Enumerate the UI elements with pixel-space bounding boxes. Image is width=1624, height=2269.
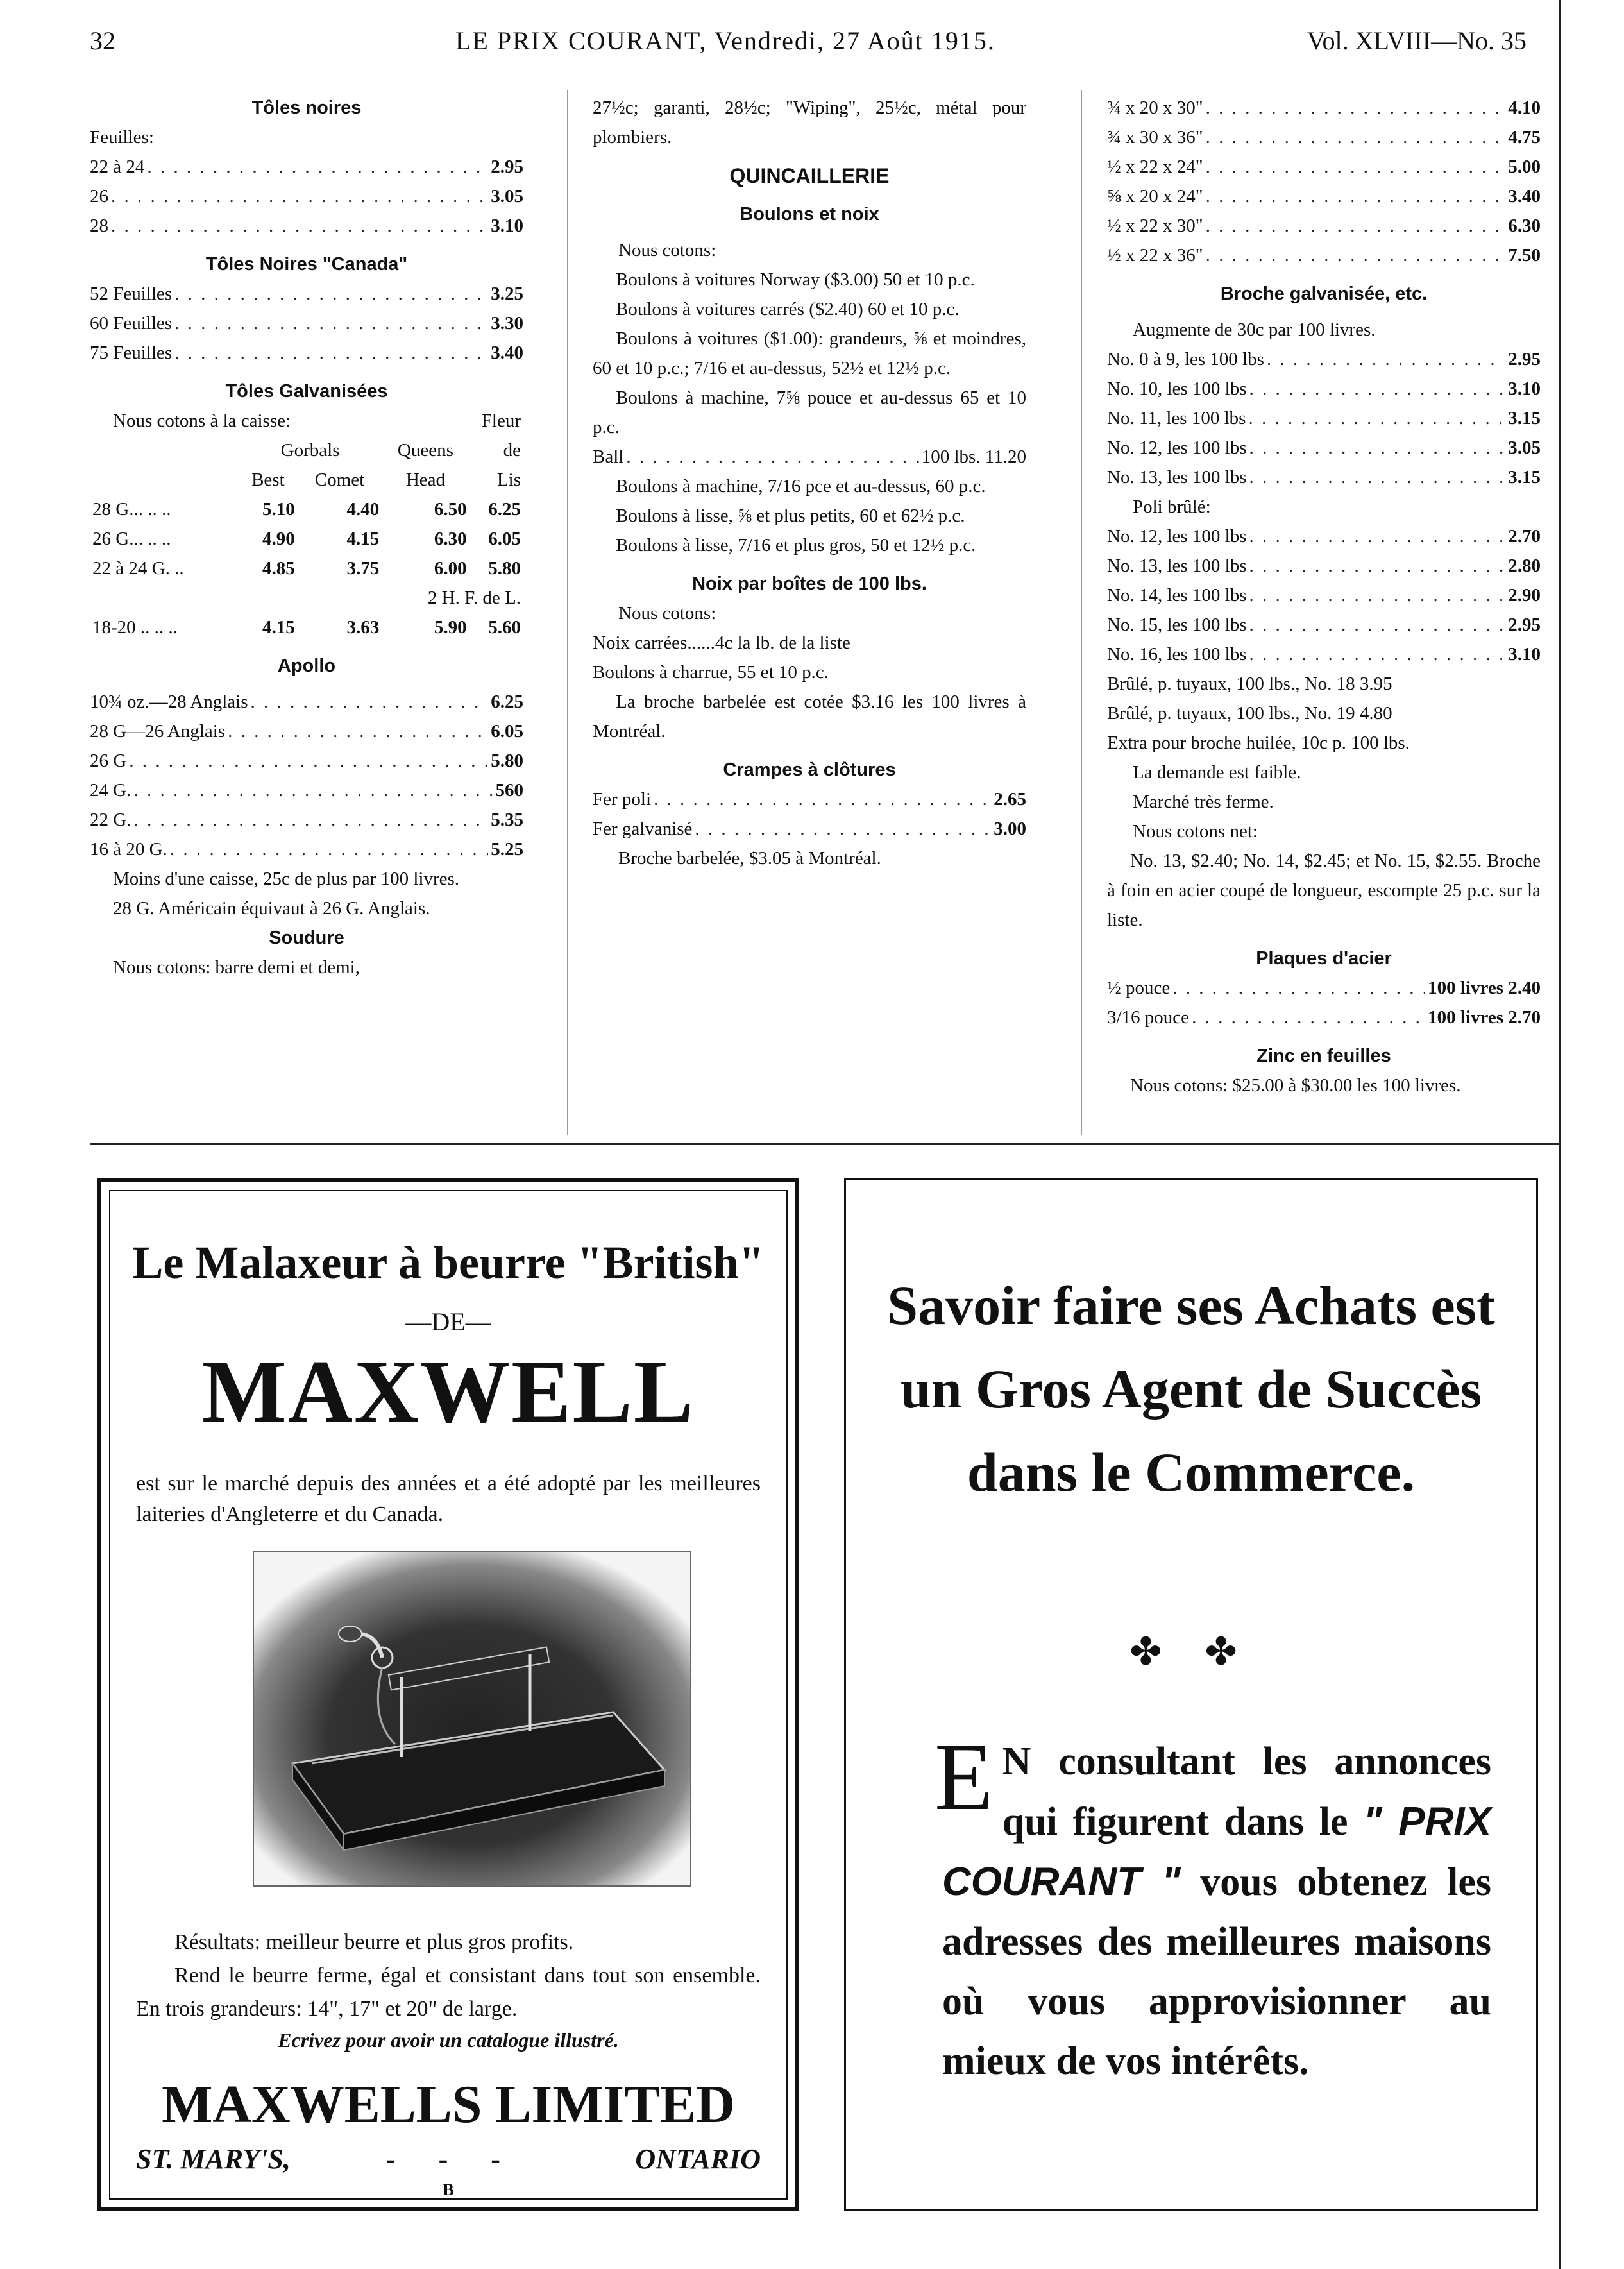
- ad-inner-border: [109, 1190, 788, 2200]
- galvanized-price-table: [90, 406, 523, 642]
- drop-cap: E: [935, 1724, 994, 1830]
- price-row: 16 à 20 G. . . . 5.25: [90, 835, 523, 864]
- price-row: No. 14, les 100 lbs . . . 2.90: [1107, 581, 1541, 610]
- ad-results: Résultats: meilleur beurre et plus gros profits.: [174, 1930, 574, 1954]
- price-row: 3/16 pouce . . . 100 livres 2.70: [1107, 1003, 1541, 1032]
- ad-province: ONTARIO: [635, 2143, 761, 2175]
- body-text: La demande est faible.: [1133, 762, 1301, 783]
- price-row: ¾ x 20 x 30" . . . 4.10: [1107, 93, 1541, 123]
- price-row: 22 à 24 . . . 2.95: [90, 152, 523, 182]
- running-head: [90, 26, 1527, 64]
- section-heading: Broche galvanisée, etc.: [1220, 284, 1428, 304]
- price-row: ½ x 22 x 24" . . . 5.00: [1107, 152, 1541, 182]
- section-heading: QUINCAILLERIE: [729, 164, 890, 187]
- column-heading: 2 H. F. de L.: [427, 588, 521, 608]
- column-heading: Comet: [314, 470, 365, 490]
- section-divider-rule: [90, 1143, 1559, 1145]
- body-text: Broche barbelée, $3.05 à Montréal.: [618, 848, 881, 869]
- price-row: 28 . . . 3.10: [90, 211, 523, 241]
- price-row: ¾ x 30 x 36" . . . 4.75: [1107, 123, 1541, 152]
- price-row: No. 13, les 100 lbs . . . 2.80: [1107, 551, 1541, 581]
- section-heading: Soudure: [269, 928, 344, 948]
- right-margin-rule: [1559, 0, 1561, 2269]
- column-heading: Head: [405, 470, 445, 490]
- column-3: [1107, 93, 1541, 1100]
- note-text: 28 G. Américain équivaut à 26 G. Anglais.: [113, 898, 430, 919]
- list-item: Boulons à lisse, 7/16 et plus gros, 50 et 12½ p.c.: [616, 535, 976, 556]
- price-row: 24 G. . . . 560: [90, 776, 523, 805]
- maxwell-advertisement: [97, 1178, 799, 2211]
- ad-title: Le Malaxeur à beurre "British": [132, 1237, 765, 1288]
- section-heading: Tôles Galvanisées: [225, 381, 388, 402]
- price-row: Fer galvanisé . . . 3.00: [593, 814, 1026, 844]
- column-heading: Best: [251, 470, 285, 490]
- list-item: Boulons à voitures Norway ($3.00) 50 et 10 p.c.: [616, 269, 975, 290]
- price-row: 26 G . . . 5.80: [90, 746, 523, 776]
- ad-body: [935, 1724, 1492, 2091]
- subheading: Poli brûlé:: [1133, 497, 1211, 517]
- page-number: 32: [90, 26, 115, 55]
- ad-mark: B: [443, 2180, 454, 2199]
- price-row: 10¾ oz.—28 Anglais . . . 6.25: [90, 687, 523, 717]
- ad-catalogue: Ecrivez pour avoir un catalogue illustré.: [278, 2028, 619, 2052]
- price-row: No. 15, les 100 lbs . . . 2.95: [1107, 610, 1541, 640]
- body-text: Nous cotons: $25.00 à $30.00 les 100 livres.: [1130, 1075, 1461, 1096]
- ad-heading: Savoir faire ses Achats est un Gros Agent de Succès dans le Commerce.: [887, 1275, 1495, 1503]
- list-item: Boulons à charrue, 55 et 10 p.c.: [593, 662, 829, 683]
- ornament-icon: ✤ ✤: [1129, 1629, 1253, 1674]
- price-row: 60 Feuilles . . . 3.30: [90, 309, 523, 338]
- section-heading: Tôles Noires "Canada": [205, 254, 408, 275]
- ad-city: ST. MARY'S,: [136, 2143, 291, 2175]
- price-row: 26 . . . 3.05: [90, 182, 523, 211]
- section-heading: Zinc en feuilles: [1256, 1046, 1391, 1066]
- column-heading: de: [503, 440, 521, 461]
- body-text: No. 13, $2.40; No. 14, $2.45; et No. 15, $2.55. Broche à foin en acier coupé de longueur, escompte 25 p.c. sur la liste.: [1107, 851, 1541, 930]
- body-text: La broche barbelée est cotée $3.16 les 100 livres à Montréal.: [593, 692, 1026, 742]
- column-1: [90, 93, 523, 982]
- body-text: Augmente de 30c par 100 livres.: [1133, 319, 1376, 340]
- price-row: 52 Feuilles . . . 3.25: [90, 279, 523, 309]
- ad-dashes: - - -: [386, 2143, 518, 2175]
- publication-title: LE PRIX COURANT, Vendredi, 27 Août 1915.: [455, 26, 995, 55]
- ad-body-text: N consultant les annonces qui figurent dans le: [1002, 1740, 1491, 1844]
- price-row: 28 G—26 Anglais . . . 6.05: [90, 717, 523, 746]
- section-heading: Boulons et noix: [740, 204, 879, 225]
- price-row: No. 12, les 100 lbs . . . 3.05: [1107, 433, 1541, 463]
- price-row: Ball . . . 100 lbs. 11.20: [593, 442, 1026, 472]
- section-heading: Apollo: [277, 656, 336, 676]
- list-item: Boulons à voitures ($1.00): grandeurs, ⅝ et moindres, 60 et 10 p.c.; 7/16 et au-dessus, 52½ et 12½ p.c.: [593, 328, 1026, 378]
- body-text: 27½c; garanti, 28½c; "Wiping", 25½c, métal pour plombiers.: [593, 98, 1026, 148]
- list-item: Noix carrées......4c la lb. de la liste: [593, 633, 850, 653]
- ad-description: est sur le marché depuis des années et a été adopté par les meilleures laiteries d'Angleterre et du Canada.: [136, 1472, 761, 1526]
- body-text: Nous cotons net:: [1133, 821, 1258, 842]
- body-text: Nous cotons:: [618, 603, 716, 624]
- list-item: Boulons à machine, 7⅝ pouce et au-dessus 65 et 10 p.c.: [593, 387, 1026, 438]
- price-row: 22 G. . . . 5.35: [90, 805, 523, 835]
- price-row: ⅝ x 20 x 24" . . . 3.40: [1107, 182, 1541, 211]
- section-heading: Noix par boîtes de 100 lbs.: [692, 574, 927, 594]
- subheading: Feuilles:: [90, 127, 154, 148]
- table-row: 18-20 .. .. .. 4.15 3.63 5.90 5.60: [92, 617, 521, 638]
- section-heading: Tôles noires: [251, 98, 362, 118]
- list-item: Boulons à machine, 7/16 pce et au-dessus, 60 p.c.: [616, 476, 986, 497]
- price-row: No. 13, les 100 lbs . . . 3.15: [1107, 463, 1541, 492]
- price-row: Fer poli . . . 2.65: [593, 785, 1026, 814]
- table-row: 26 G... .. .. 4.90 4.15 6.30 6.05: [92, 529, 521, 549]
- table-intro: Nous cotons à la caisse:: [113, 411, 291, 431]
- column-divider: [1081, 90, 1082, 1135]
- body-text: Nous cotons:: [618, 240, 716, 260]
- list-item: Brûlé, p. tuyaux, 100 lbs., No. 19 4.80: [1107, 703, 1392, 724]
- section-heading: Crampes à clôtures: [723, 760, 896, 780]
- column-heading: Queens: [397, 440, 453, 461]
- publication-name: " PRIX COURANT ": [942, 1799, 1492, 1904]
- column-heading: Fleur: [481, 411, 521, 431]
- ad-brand: MAXWELL: [201, 1342, 695, 1441]
- price-row: No. 16, les 100 lbs . . . 3.10: [1107, 640, 1541, 669]
- column-divider: [567, 90, 568, 1135]
- body-text: Marché très ferme.: [1133, 792, 1274, 812]
- volume-number: Vol. XLVIII—No. 35: [1307, 26, 1527, 55]
- achats-advertisement: [844, 1178, 1538, 2211]
- price-row: No. 0 à 9, les 100 lbs . . . 2.95: [1107, 344, 1541, 374]
- table-row: 28 G... .. .. 5.10 4.40 6.50 6.25: [92, 499, 521, 520]
- list-item: Brûlé, p. tuyaux, 100 lbs., No. 18 3.95: [1107, 674, 1392, 694]
- butter-worker-illustration: [253, 1551, 691, 1887]
- ad-rend: Rend le beurre ferme, égal et consistant dans tout son ensemble. En trois grandeurs: 14", 17" et 20" de large.: [136, 1964, 761, 2021]
- list-item: Extra pour broche huilée, 10c p. 100 lbs.: [1107, 733, 1410, 753]
- table-row: 22 à 24 G. .. 4.85 3.75 6.00 5.80: [92, 558, 521, 579]
- ad-body-text: vous obtenez les adresses des meilleures maisons où vous approvisionner au mieux de vos intérêts.: [942, 1860, 1491, 2083]
- note-text: Moins d'une caisse, 25c de plus par 100 livres.: [113, 869, 460, 889]
- price-row: No. 11, les 100 lbs . . . 3.15: [1107, 404, 1541, 433]
- price-row: ½ x 22 x 30" . . . 6.30: [1107, 211, 1541, 241]
- body-text: Nous cotons: barre demi et demi,: [113, 957, 360, 978]
- price-row: No. 12, les 100 lbs . . . 2.70: [1107, 522, 1541, 551]
- section-heading: Plaques d'acier: [1256, 948, 1392, 969]
- price-row: No. 10, les 100 lbs . . . 3.10: [1107, 374, 1541, 404]
- price-row: ½ pouce . . . 100 livres 2.40: [1107, 973, 1541, 1003]
- ad-de: —DE—: [405, 1307, 491, 1336]
- price-row: 75 Feuilles . . . 3.40: [90, 338, 523, 368]
- column-2: [593, 93, 1026, 873]
- column-heading: Gorbals: [280, 440, 340, 461]
- price-row: ½ x 22 x 36" . . . 7.50: [1107, 241, 1541, 270]
- list-item: Boulons à voitures carrés ($2.40) 60 et 10 p.c.: [616, 299, 960, 319]
- column-heading: Lis: [496, 470, 521, 490]
- ad-company: MAXWELLS LIMITED: [162, 2075, 735, 2134]
- list-item: Boulons à lisse, ⅝ et plus petits, 60 et 62½ p.c.: [616, 506, 965, 526]
- butter-worker-image: [254, 1552, 690, 1885]
